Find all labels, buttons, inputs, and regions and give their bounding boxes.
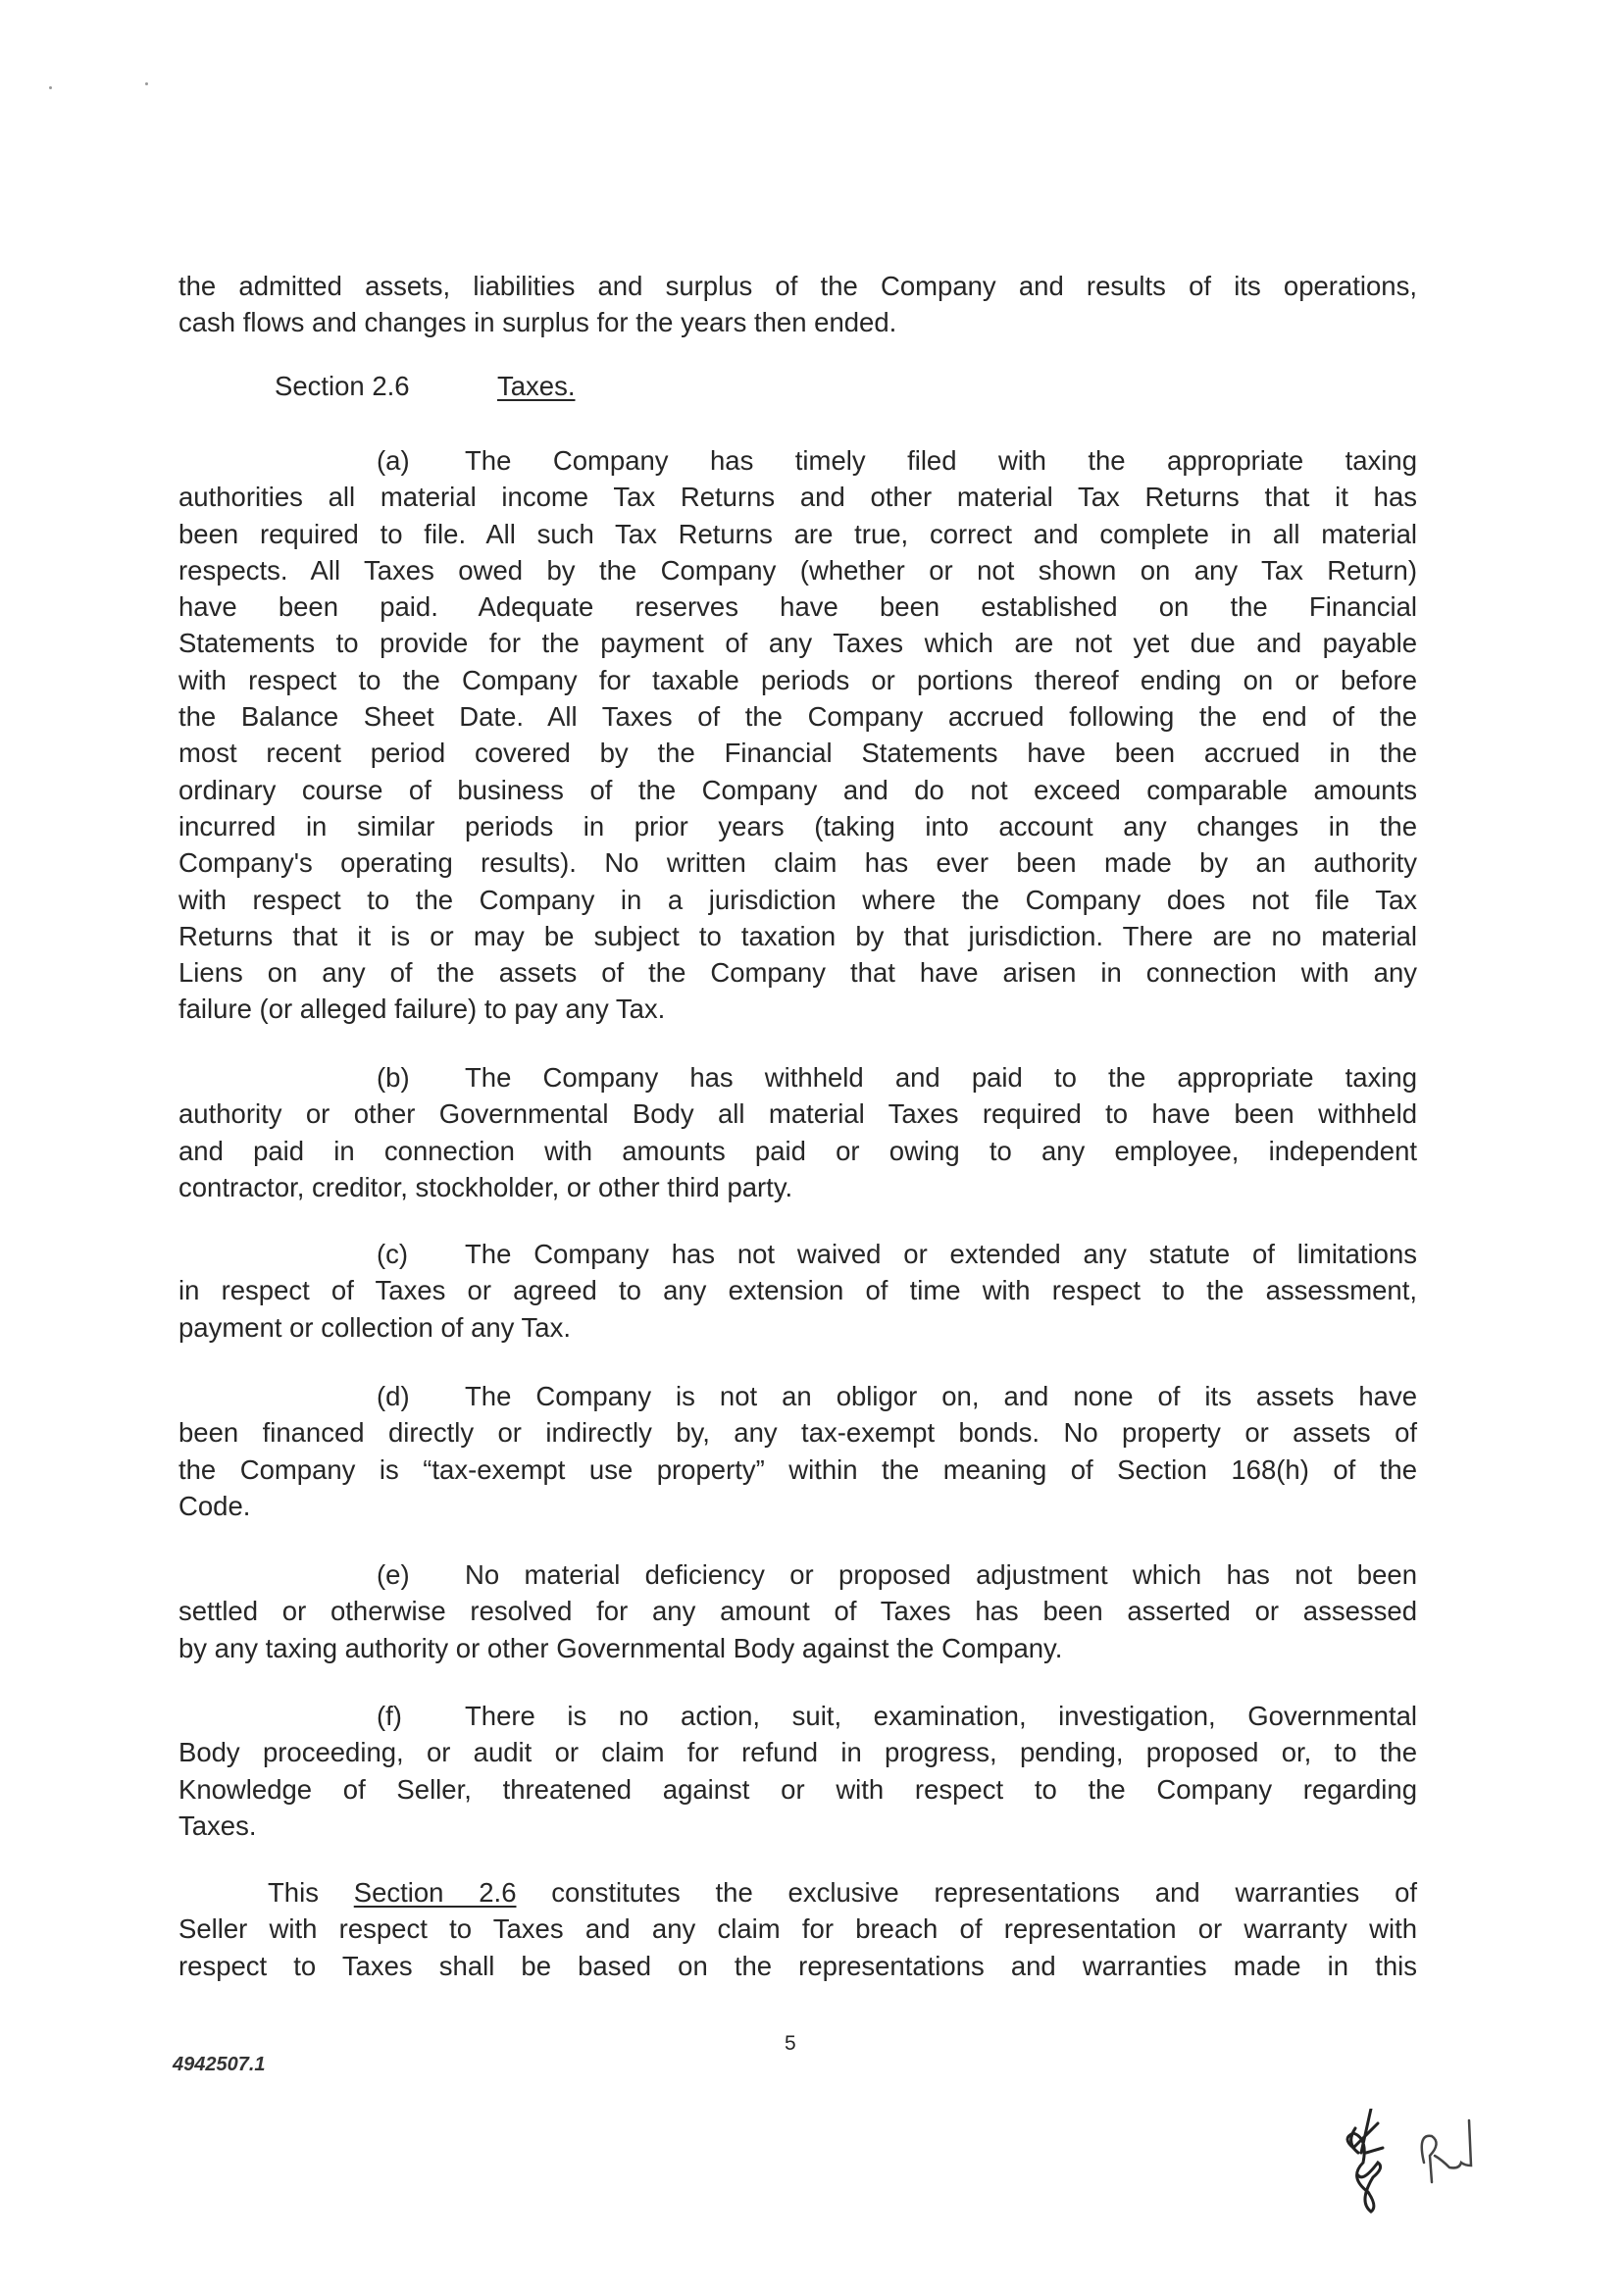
subparagraph-label: (a) (377, 445, 410, 476)
text-line: the admitted assets, liabilities and surplus of the Company and results of its operations, (178, 271, 1417, 301)
closing-first-line (178, 1874, 1417, 1911)
subparagraph-c (178, 1236, 1417, 1346)
text-line: been required to file. All such Tax Returns are true, correct and complete in all material (178, 518, 1417, 549)
signature-initials-drawing (1334, 2109, 1491, 2217)
text-line: authorities all material income Tax Returns and other material Tax Returns that it has (178, 482, 1417, 513)
text-line: contractor, creditor, stockholder, or other third party. (178, 1171, 793, 1202)
text-line: respects. All Taxes owed by the Company (whether or not shown on any Tax Return) (178, 554, 1417, 586)
closing-paragraph (178, 1874, 1417, 1984)
text-line: with respect to the Company in a jurisdiction where the Company does not file Tax (178, 884, 1417, 915)
text-line: respect to Taxes shall be based on the representations and warranties made in this (178, 1950, 1417, 1981)
text-line: Body proceeding, or audit or claim for refund in progress, pending, proposed or, to the (178, 1737, 1417, 1768)
text-line: with respect to the Company for taxable periods or portions thereof ending on or before (178, 664, 1417, 695)
closing-first-rest: constitutes the exclusive representations and warranties of (551, 1877, 1418, 1908)
text-line: No material deficiency or proposed adjustment which has not been (465, 1559, 1417, 1590)
first-line (178, 442, 1417, 479)
section-reference-link: Section 2.6 (353, 1877, 517, 1908)
signature-initials (1334, 2109, 1491, 2221)
section-number: Section 2.6 (275, 371, 410, 401)
subparagraph-f (178, 1698, 1417, 1844)
text-line: The Company has withheld and paid to the appropriate taxing (465, 1062, 1417, 1093)
text-line: in respect of Taxes or agreed to any extension of time with respect to the assessment, (178, 1275, 1417, 1306)
document-id: 4942507.1 (173, 2054, 266, 2075)
text-line: Taxes. (178, 1810, 257, 1841)
text-line: settled or otherwise resolved for any amount of Taxes has been asserted or assessed (178, 1596, 1417, 1627)
text-line: The Company has not waived or extended any statute of limitations (465, 1239, 1417, 1269)
subparagraph-a (178, 442, 1417, 1028)
text-line: Statements to provide for the payment of any Taxes which are not yet due and payable (178, 628, 1417, 659)
text-line: the Balance Sheet Date. All Taxes of the Company accrued following the end of the (178, 701, 1417, 733)
text-line: by any taxing authority or other Governmental Body against the Company. (178, 1632, 1063, 1663)
scan-speck (145, 82, 148, 85)
first-line (178, 1378, 1417, 1414)
first-line (178, 1556, 1417, 1593)
text-line: There is no action, suit, examination, investigation, Governmental (465, 1701, 1417, 1731)
page-number: 5 (785, 2032, 796, 2055)
text-line: Seller with respect to Taxes and any claim for breach of representation or warranty with (178, 1913, 1417, 1945)
closing-prefix: This (268, 1877, 319, 1908)
text-line: ordinary course of business of the Company and do not exceed comparable amounts (178, 774, 1417, 805)
text-line: failure (or alleged failure) to pay any Tax. (178, 994, 666, 1025)
section-title: Taxes. (497, 371, 576, 401)
text-line: cash flows and changes in surplus for the years then ended. (178, 307, 897, 338)
subparagraph-b (178, 1059, 1417, 1205)
text-line: the Company is “tax-exempt use property” within the meaning of Section 168(h) of the (178, 1453, 1417, 1485)
first-line (178, 1698, 1417, 1734)
subparagraph-label: (d) (377, 1381, 410, 1411)
subparagraph-label: (c) (377, 1239, 409, 1269)
first-line (178, 1236, 1417, 1272)
text-line: and paid in connection with amounts paid or owing to any employee, independent (178, 1135, 1417, 1166)
subparagraph-label: (b) (377, 1062, 410, 1093)
text-line: Code. (178, 1490, 251, 1521)
subparagraph-label: (f) (377, 1701, 402, 1731)
text-line: most recent period covered by the Financial Statements have been accrued in the (178, 738, 1417, 769)
text-line: Returns that it is or may be subject to taxation by that jurisdiction. There are no material (178, 920, 1417, 951)
text-line: have been paid. Adequate reserves have been established on the Financial (178, 591, 1417, 623)
scan-speck (49, 86, 52, 89)
subparagraph-d (178, 1378, 1417, 1524)
text-line: The Company has timely filed with the appropriate taxing (465, 445, 1417, 476)
text-line: The Company is not an obligor on, and none of its assets have (465, 1381, 1417, 1411)
text-line: Company's operating results). No written claim has ever been made by an authority (178, 847, 1417, 879)
text-line: been financed directly or indirectly by, any tax-exempt bonds. No property or assets of (178, 1417, 1417, 1449)
subparagraph-e (178, 1556, 1417, 1666)
subparagraph-label: (e) (377, 1559, 410, 1590)
text-line: Liens on any of the assets of the Company that have arisen in connection with any (178, 957, 1417, 989)
text-line: incurred in similar periods in prior years (taking into account any changes in the (178, 810, 1417, 841)
carryover-paragraph (178, 268, 1417, 341)
text-line: Knowledge of Seller, threatened against or with respect to the Company regarding (178, 1773, 1417, 1805)
text-line: payment or collection of any Tax. (178, 1311, 571, 1343)
first-line (178, 1059, 1417, 1096)
text-line: authority or other Governmental Body all material Taxes required to have been withheld (178, 1098, 1417, 1130)
